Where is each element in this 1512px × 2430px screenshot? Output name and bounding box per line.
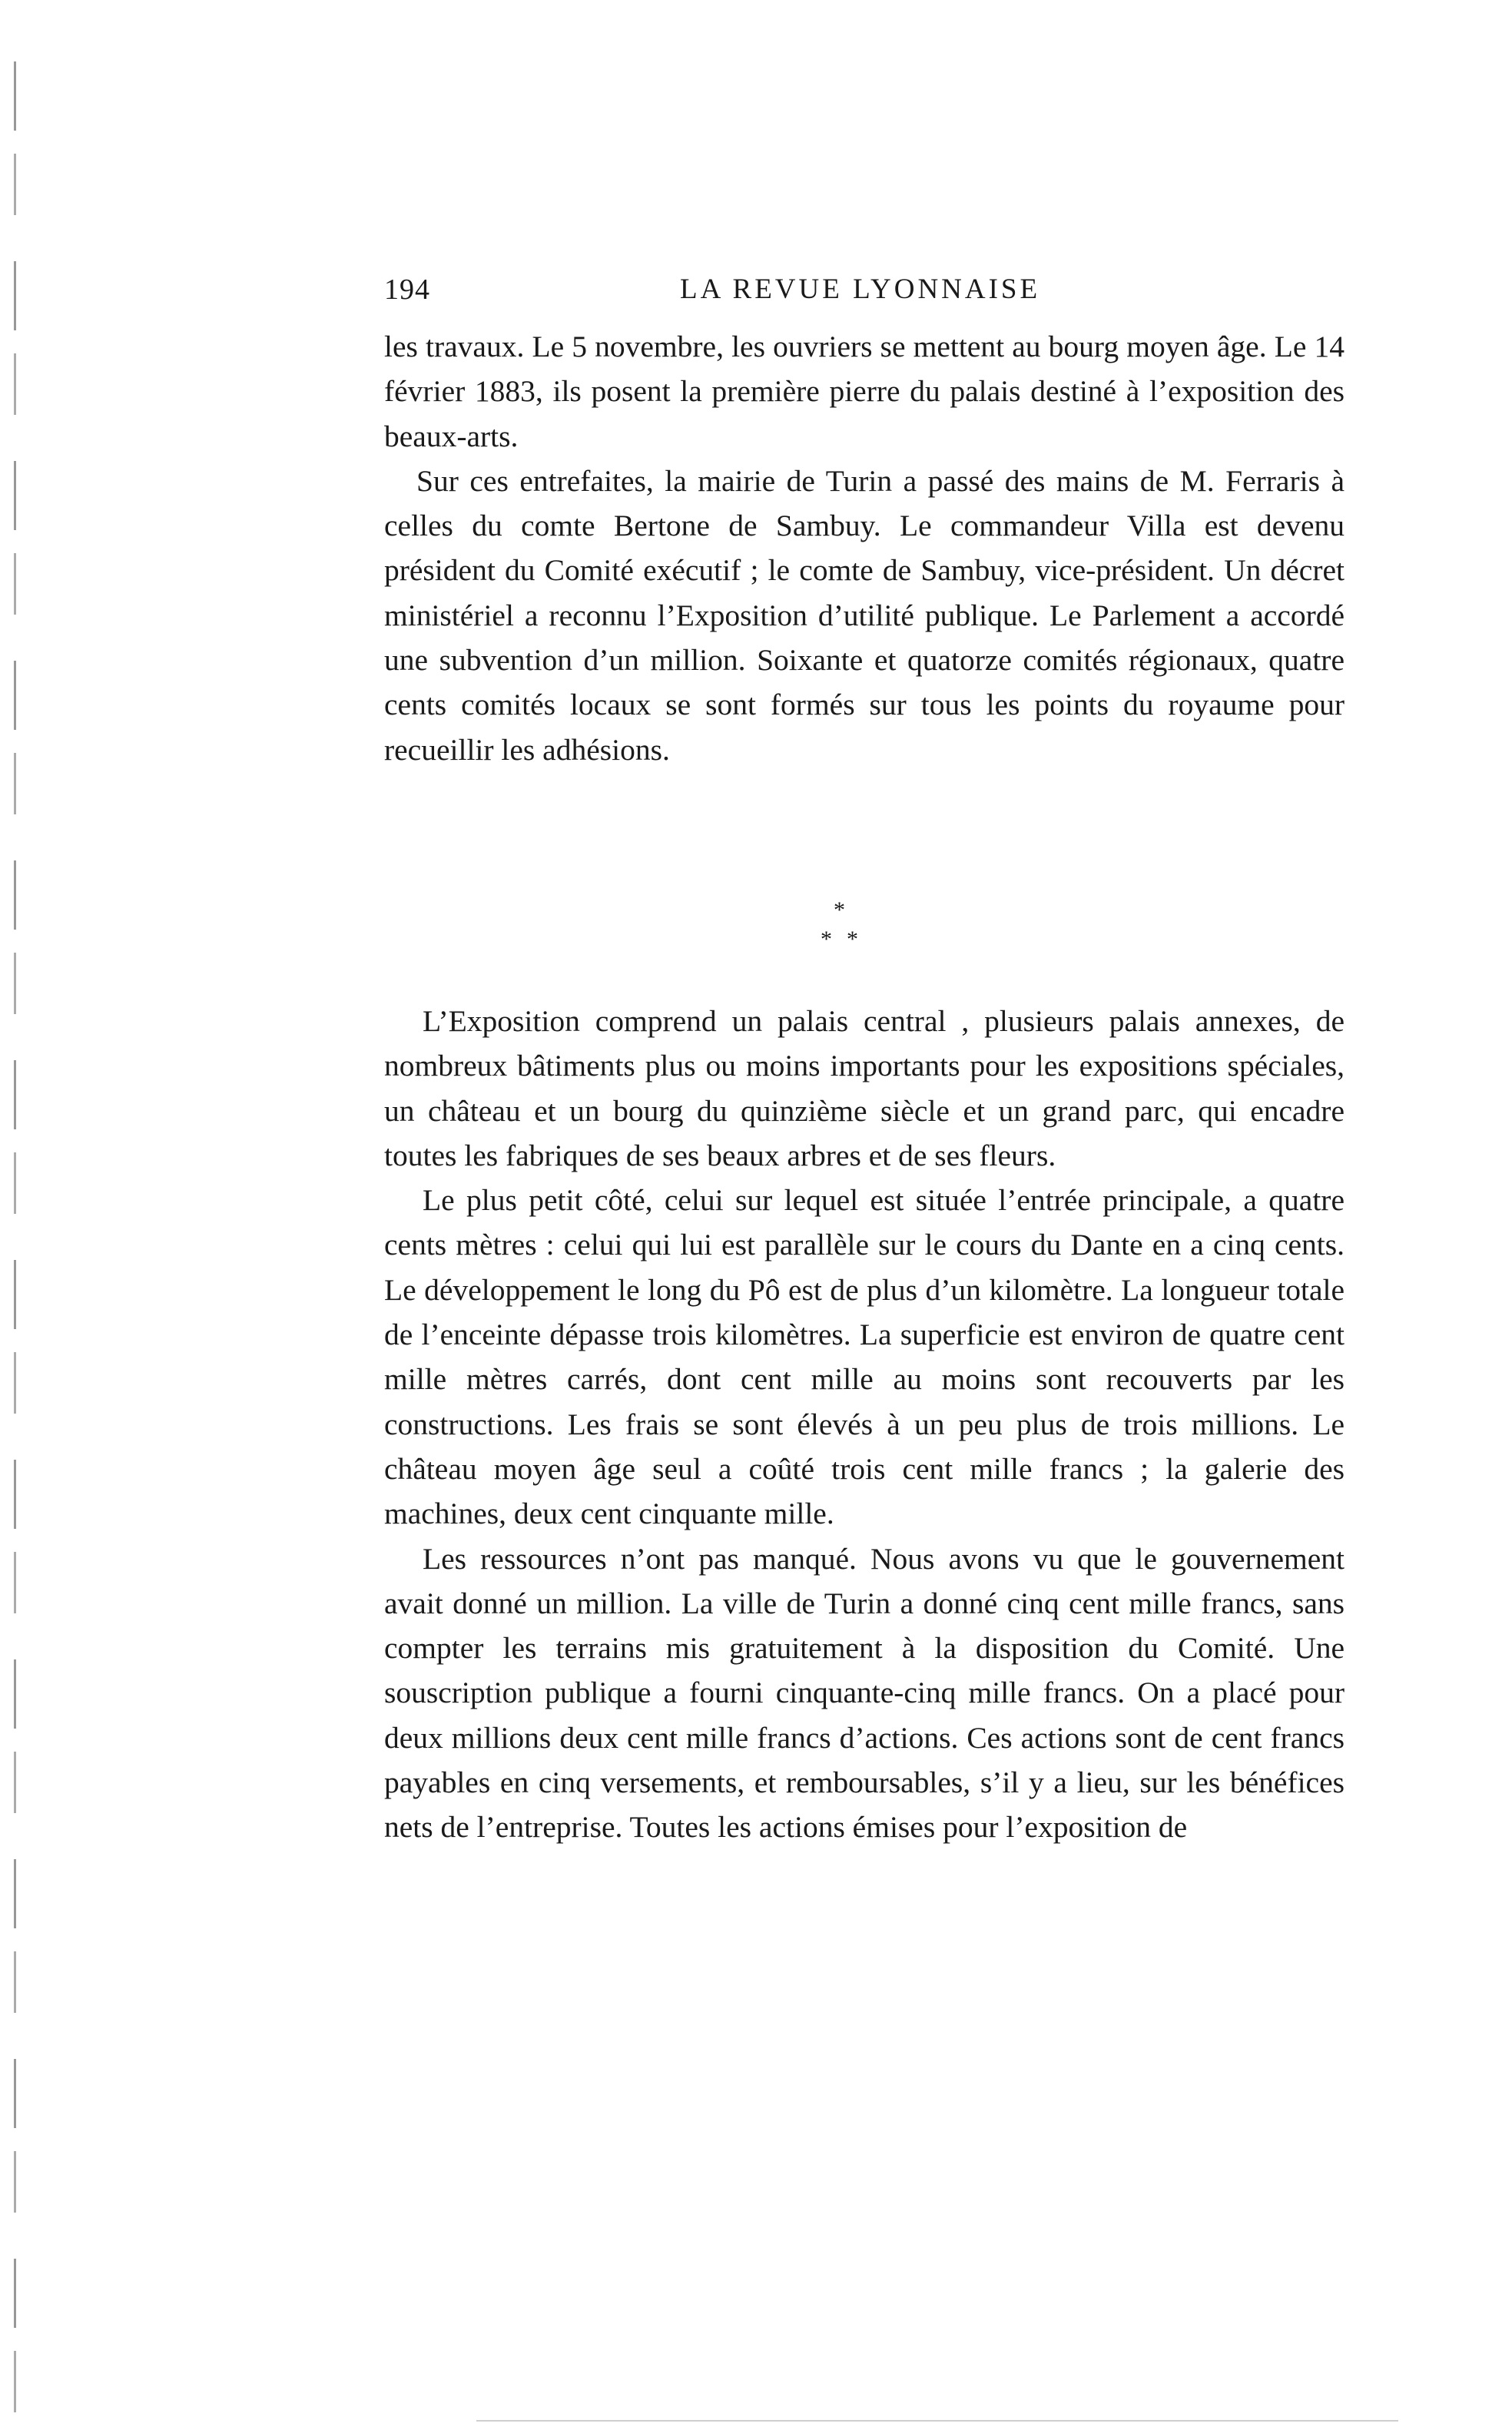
bottom-edge-line bbox=[476, 2420, 1398, 2422]
asterism-separator bbox=[799, 899, 891, 953]
section-1-text bbox=[384, 324, 1345, 772]
paragraph-turin-mairie: Sur ces entrefaites, la mairie de Turin a passé des mains de M. Ferraris à celles du comte Bertone de Sambuy. Le commandeur Villa est devenu président du Comité exécutif ; le comte de Sambuy, vice-président. Un décret ministériel a reconnu l’Exposition d’utilité publique. Le Parlement a accordé une subvention d’un million. Soixante et quatorze comités régionaux, quatre cents comités locaux se sont formés sur tous les points du royaume pour recueillir les adhésions. bbox=[384, 463, 1345, 767]
section-2-text bbox=[384, 999, 1345, 1850]
running-title: LA REVUE LYONNAISE bbox=[680, 273, 1041, 305]
paragraph-exposition-comprend: L’Exposition comprend un palais central , plusieurs palais annexes, de nombreux bâtiments plus ou moins importants pour les expositions spéciales, un château et un bourg du quinzième siècle et un grand parc, qui encadre toutes les fabriques de ses beaux arbres et de ses fleurs. bbox=[384, 1004, 1345, 1172]
paragraph-dimensions: Le plus petit côté, celui sur lequel est située l’entrée principale, a quatre cents mètres : celui qui lui est parallèle sur le cours du Dante en a cinq cents. Le développement le long du Pô est de plus d’un kilomètre. La longueur totale de l’enceinte dépasse trois kilomètres. La superficie est environ de quatre cent mille mètres carrés, dont cent mille au moins sont recouverts par les constructions. Les frais se sont élevés à un peu plus de trois millions. Le château moyen âge seul a coûté trois cent mille francs ; la galerie des machines, deux cent cinquante mille. bbox=[384, 1183, 1345, 1531]
page-number: 194 bbox=[384, 273, 430, 306]
paragraph-continuation: les travaux. Le 5 novembre, les ouvriers se mettent au bourg moyen âge. Le 14 février 1883, ils posent la première pierre du palais destiné à l’exposition des beaux-arts. bbox=[384, 330, 1345, 453]
binding-edge-shadow bbox=[14, 61, 16, 2428]
paragraph-ressources: Les ressources n’ont pas manqué. Nous avons vu que le gouvernement avait donné un million. La ville de Turin a donné cinq cent mille francs, sans compter les terrains mis gratuitement à la disposition du Comité. Une souscription publique a fourni cinquante-cinq mille francs. On a placé pour deux millions deux cent mille francs d’actions. Ces actions sont de cent francs payables en cinq versements, et remboursables, s’il y a lieu, sur les bénéfices nets de l’entreprise. Toutes les actions émises pour l’exposition de bbox=[384, 1541, 1345, 1845]
asterism-star-right: * bbox=[847, 927, 858, 952]
asterism-star-left: * bbox=[821, 927, 832, 952]
page-header bbox=[384, 273, 1345, 311]
asterism-star-top: * bbox=[834, 897, 845, 923]
